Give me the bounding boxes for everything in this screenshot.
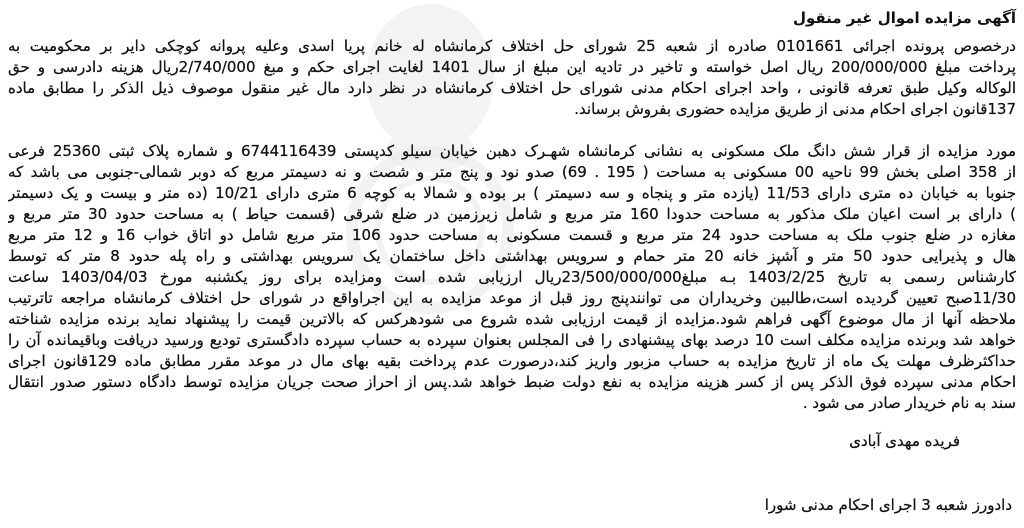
- paragraph-line: ) دارای بر است اعیان ملک مذکور به مساحت حدودا 160 متر مربع و شامل زیرزمین در ضلع شرقی (قسمت حیاط ) به مساحت حدود 30 متر مربع و: [8, 205, 1016, 223]
- signer-name: فریده مهدی آبادی: [849, 432, 960, 450]
- notice-paragraph-1: [8, 36, 1016, 120]
- paragraph-line: مورد مزایده از قرار شش دانگ ملک مسکونی به نشانی کرمانشاه شهـرک دهبن خیابان سیلو کدپستی 6744116439 و شماره پلاک ثبتی 25360 فرعی: [8, 142, 1016, 160]
- paragraph-line: احکام مدنی سپرده فوق الذکر پس از کسر هزینه مزایده به نفع دولت ضبط خواهد شد.پس از احراز صحت جریان مزایده توسط دادگاه دستور صدور انتقال: [8, 373, 1016, 391]
- paragraph-line: کارشناس رسمی به تاریخ 1403/2/25 بـه مبلغ23/500/000/000ریال ارزیابی شده است ومزایده برای روز یکشنبه مورخ 1403/04/03 ساعت: [8, 268, 1016, 286]
- notice-paragraph-2: [8, 141, 1016, 414]
- paragraph-line: هال و پذیرایی حدود 50 متر و آشپز خانه 20 متر حمام و سرویس بهداشتی داخل ساختمان یک سرویس بهداشتی و راه پله حدود 8 متر که توسط: [8, 247, 1016, 265]
- notice-title: آگهی مزایده اموال غیر منقول: [792, 9, 1016, 27]
- paragraph-line: 11/30صبح تعیین گردیده است،طالبین وخریداران می توانندپنج روز قبل از موعد مزایده به این اجراواقع در شورای حل اختلاف کرمانشاه مراجعه تاترتیب: [8, 289, 1016, 307]
- paragraph-line: الوکاله وکیل طبق تعرفه قانونی ، واحد اجرای احکام مدنی شورای حل اختلاف کرمانشاه در نظر دارد مال غیر منقول موصوف ذیل الذکر را مطابق ماده: [8, 79, 1016, 97]
- paragraph-line: جنوبا به خیابان ده متری دارای 11/53 (یازده متر و پنجاه و سه دسیمتر ) بر بوده و شمالا به کوچه 6 متری دارای 10/21 (ده متر و بیست و یک دسیمتر: [8, 184, 1016, 202]
- paragraph-line: پرداخت مبلغ 200/000/000 ریال اصل خواسته و تاخیر در تادیه این مبلغ از سال 1401 لغایت اجرای حکم و مبغ 2/740/000ریال هزینه دادرسی و حق: [8, 58, 1016, 76]
- signer-title: دادورز شعبه 3 اجرای احکام مدنی شورا: [764, 496, 1012, 514]
- paragraph-line: مغازه در ضلع جنوب ملک به مساحت حدود 24 متر مربع و قسمت مسکونی به مساحت حدود 106 متر مربع شامل دو اتاق خواب 16 و 12 متر مربع: [8, 226, 1016, 244]
- paragraph-line: سند به نام خریدار صادر می شود .: [802, 394, 1016, 412]
- paragraph-line: ملاحظه آنها از مال موضوع آگهی فراهم شود.مزایده از قیمت ارزیابی شده شروع می شودهرکس که بالاترین قیمت را پیشنهاد نماید برنده مزایده شناخته: [8, 310, 1016, 328]
- paragraph-line: 137قانون اجرای احکام مدنی از طریق مزایده حضوری بفروش برساند.: [574, 100, 1016, 118]
- paragraph-line: خواهد شد وبرنده مزایده مکلف است 10 درصد بهای پیشنهادی را فی المجلس بعنوان سپرده به حساب سپرده دادگستری تودیع ورسید دریافت وباقیمانده آن را: [8, 331, 1016, 349]
- paragraph-line: درخصوص پرونده اجرائی 0101661 صادره از شعبه 25 شورای حل اختلاف کرمانشاه له خانم پریا اسدی وعلیه پروانه کوچکی دایر بر محکومیت به: [8, 37, 1016, 55]
- paragraph-line: حداکثرظرف مهلت یک ماه از تاریخ مزایده به حساب مزبور واریز کند،درصورت عدم پرداخت بقیه بهای مال در موعد مقرر مطابق ماده 129قانون اجرای: [8, 352, 1016, 370]
- paragraph-line: از 358 اصلی بخش 99 ناحیه 00 مسکونی به مساحت ( 195 . 69) صدو نود و پنج متر و شصت و نه دسیمتر مربع که دوبر شمالی-جنوبی می باشد که: [8, 163, 1016, 181]
